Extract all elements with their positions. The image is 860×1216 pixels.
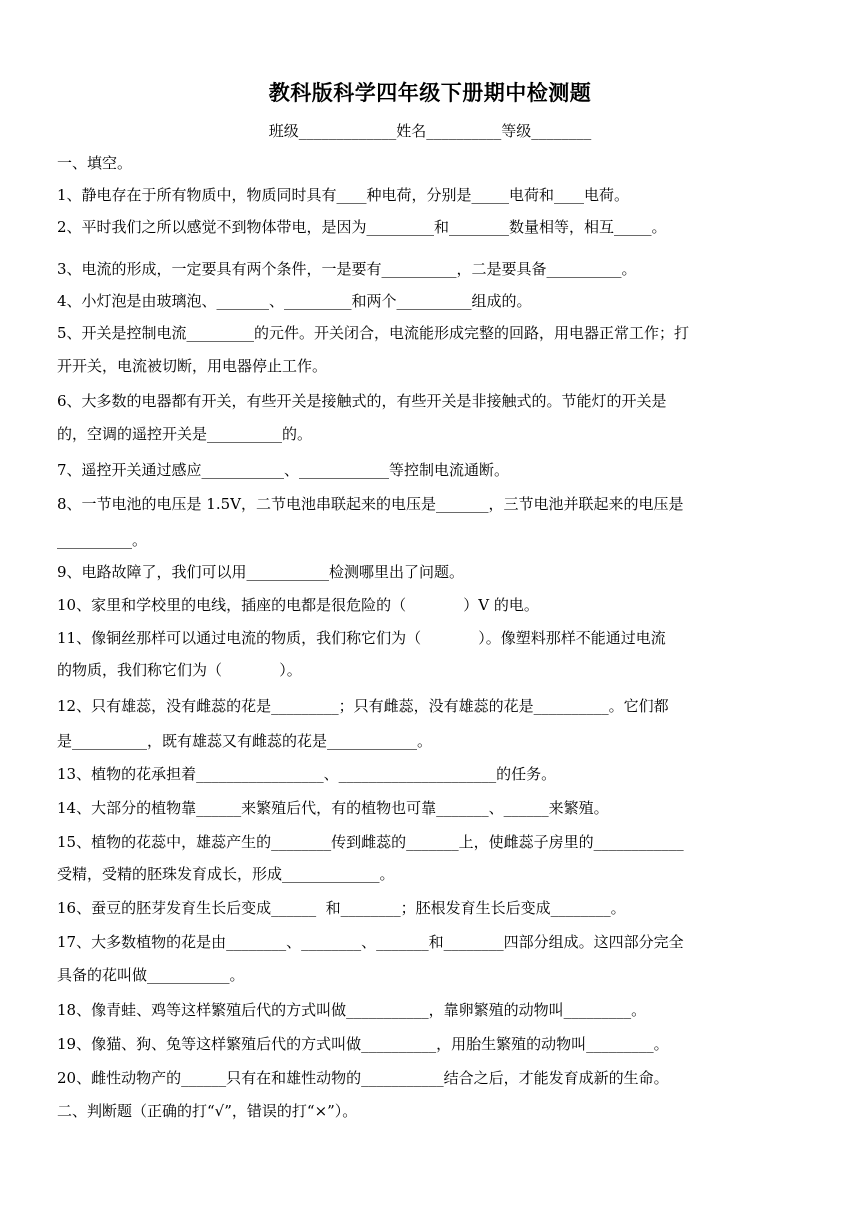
question-line: 18、像青蛙、鸡等这样繁殖后代的方式叫做___________，靠卵繁殖的动物叫_________。 [57, 1001, 647, 1019]
question-line: 2、平时我们之所以感觉不到物体带电，是因为_________和________数量相等，相互_____。 [57, 218, 667, 236]
question-line: 的物质，我们称它们为（ ）。 [57, 661, 302, 679]
question-line: 15、植物的花蕊中，雄蕊产生的________传到雌蕊的_______上，使雌蕊子房里的____________ [57, 833, 684, 851]
question-line: 17、大多数植物的花是由________、________、_______和________四部分组成。这四部分完全 [57, 933, 684, 951]
question-line: 8、一节电池的电压是 1.5V，二节电池串联起来的电压是_______，三节电池并联起来的电压是 [57, 495, 684, 513]
question-line: 9、电路故障了，我们可以用___________检测哪里出了问题。 [57, 563, 465, 581]
question-line: 的，空调的遥控开关是__________的。 [57, 425, 313, 443]
section-heading-true-false: 二、判断题（正确的打“√”，错误的打“×”）。 [57, 1102, 358, 1120]
section-heading-fill-blank: 一、填空。 [57, 154, 133, 172]
question-line: 7、遥控开关通过感应___________、____________等控制电流通断。 [57, 461, 510, 479]
page-title: 教科版科学四年级下册期中检测题 [268, 81, 592, 105]
question-line: 3、电流的形成，一定要具有两个条件，一是要有__________，二是要具备__________。 [57, 260, 637, 278]
question-line: 13、植物的花承担着_________________、_____________________的任务。 [57, 765, 557, 783]
question-line: __________。 [57, 531, 148, 549]
student-info-line: 班级_____________姓名__________等级________ [268, 122, 592, 140]
question-line: 10、家里和学校里的电线，插座的电都是很危险的（ ）V 的电。 [57, 596, 539, 614]
question-line: 具备的花叫做___________。 [57, 966, 245, 984]
question-line: 1、静电存在于所有物质中，物质同时具有____种电荷，分别是_____电荷和____电荷。 [57, 186, 630, 204]
question-line: 5、开关是控制电流_________的元件。开关闭合，电流能形成完整的回路，用电器正常工作；打 [57, 324, 690, 342]
question-line: 受精，受精的胚珠发育成长，形成_____________。 [57, 865, 395, 883]
question-line: 19、像猫、狗、兔等这样繁殖后代的方式叫做__________，用胎生繁殖的动物叫_________。 [57, 1035, 669, 1053]
question-line: 16、蚕豆的胚芽发育生长后变成______ 和________；胚根发育生长后变成________。 [57, 899, 626, 917]
question-line: 6、大多数的电器都有开关，有些开关是接触式的，有些开关是非接触式的。节能灯的开关是 [57, 392, 667, 410]
question-line: 11、像铜丝那样可以通过电流的物质，我们称它们为（ ）。像塑料那样不能通过电流 [57, 629, 666, 647]
question-line: 14、大部分的植物靠______来繁殖后代，有的植物也可靠_______、______来繁殖。 [57, 799, 609, 817]
question-line: 4、小灯泡是由玻璃泡、_______、_________和两个__________组成的。 [57, 292, 532, 310]
question-line: 20、雌性动物产的______只有在和雄性动物的___________结合之后，才能发育成新的生命。 [57, 1069, 669, 1087]
question-line: 是__________，既有雄蕊又有雌蕊的花是____________。 [57, 732, 433, 750]
question-line: 开开关，电流被切断，用电器停止工作。 [57, 357, 328, 375]
question-line: 12、只有雄蕊，没有雌蕊的花是_________；只有雌蕊，没有雄蕊的花是__________。它们都 [57, 697, 669, 715]
